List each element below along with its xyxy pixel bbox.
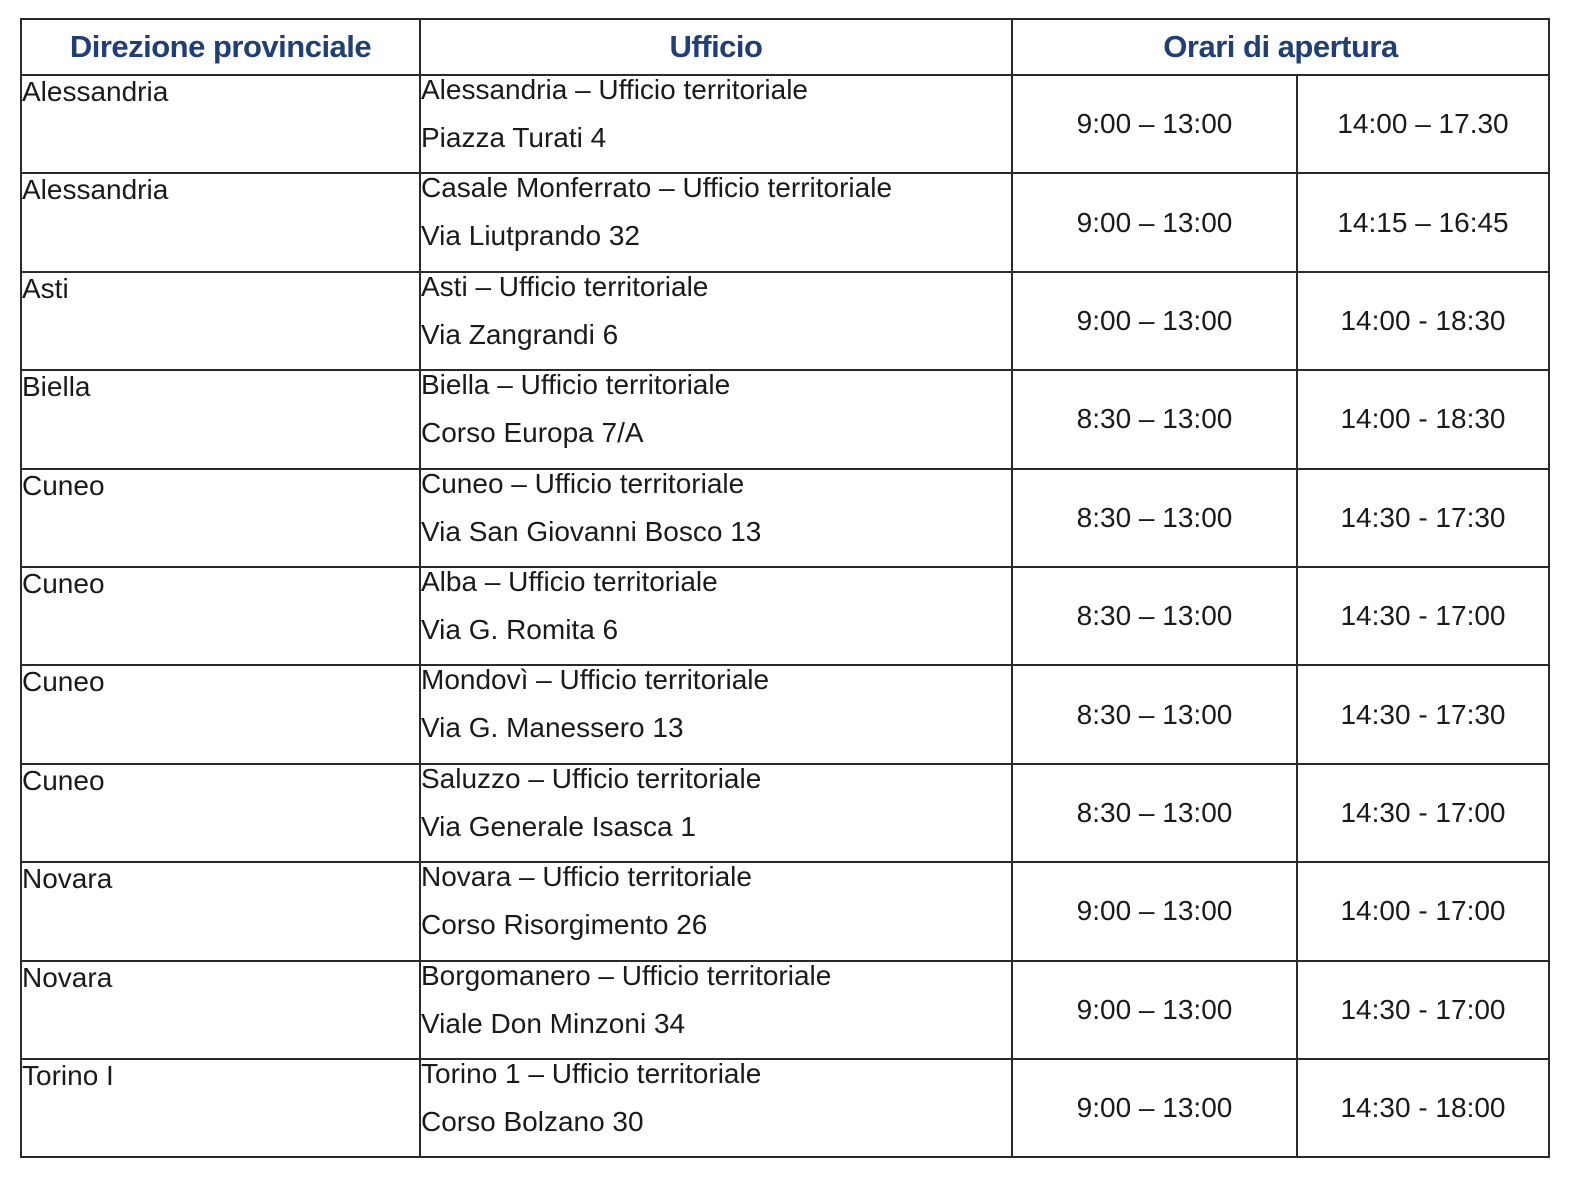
office-name: Borgomanero – Ufficio territoriale [421, 959, 832, 991]
cell-ufficio [420, 764, 1012, 862]
cell-orario-mattina: 9:00 – 13:00 [1012, 272, 1297, 370]
office-address: Via Zangrandi 6 [421, 318, 619, 350]
table-row [21, 862, 1549, 960]
cell-orario-pomeriggio: 14:30 - 17:00 [1297, 764, 1549, 862]
office-name: Alessandria – Ufficio territoriale [421, 74, 808, 105]
cell-orario-mattina: 9:00 – 13:00 [1012, 862, 1297, 960]
cell-provincia: Cuneo [21, 567, 420, 665]
table-row [21, 1059, 1549, 1157]
cell-provincia: Alessandria [21, 75, 420, 173]
cell-ufficio [420, 961, 1012, 1059]
office-address: Corso Europa 7/A [421, 417, 644, 449]
office-address: Corso Bolzano 30 [421, 1105, 644, 1137]
cell-ufficio [420, 370, 1012, 468]
table-row [21, 370, 1549, 468]
cell-orario-mattina: 9:00 – 13:00 [1012, 1059, 1297, 1157]
cell-provincia: Asti [21, 272, 420, 370]
cell-ufficio [420, 469, 1012, 567]
office-address: Corso Risorgimento 26 [421, 909, 708, 941]
table-row [21, 272, 1549, 370]
table-row [21, 173, 1549, 271]
table-row [21, 665, 1549, 763]
cell-ufficio [420, 862, 1012, 960]
cell-provincia: Novara [21, 862, 420, 960]
office-address: Via G. Manessero 13 [421, 712, 684, 744]
header-ufficio: Ufficio [420, 19, 1012, 75]
cell-ufficio [420, 75, 1012, 173]
cell-orario-pomeriggio: 14:30 - 17:00 [1297, 567, 1549, 665]
cell-orario-mattina: 8:30 – 13:00 [1012, 567, 1297, 665]
office-address: Via Liutprando 32 [421, 220, 640, 252]
cell-provincia: Cuneo [21, 764, 420, 862]
cell-orario-mattina: 8:30 – 13:00 [1012, 665, 1297, 763]
office-name: Saluzzo – Ufficio territoriale [421, 762, 762, 794]
cell-provincia: Cuneo [21, 665, 420, 763]
office-name: Cuneo – Ufficio territoriale [421, 467, 745, 499]
cell-orario-mattina: 8:30 – 13:00 [1012, 469, 1297, 567]
office-address: Piazza Turati 4 [421, 122, 607, 153]
cell-orario-pomeriggio: 14:00 – 17.30 [1297, 75, 1549, 173]
cell-provincia: Novara [21, 961, 420, 1059]
cell-ufficio [420, 567, 1012, 665]
cell-orario-mattina: 9:00 – 13:00 [1012, 173, 1297, 271]
cell-orario-pomeriggio: 14:30 - 17:00 [1297, 961, 1549, 1059]
office-name: Casale Monferrato – Ufficio territoriale [421, 172, 893, 204]
office-address: Via San Giovanni Bosco 13 [421, 515, 762, 547]
cell-provincia: Biella [21, 370, 420, 468]
table-row [21, 567, 1549, 665]
office-name: Novara – Ufficio territoriale [421, 861, 752, 893]
cell-orario-pomeriggio: 14:30 - 17:30 [1297, 665, 1549, 763]
cell-orario-mattina: 9:00 – 13:00 [1012, 961, 1297, 1059]
cell-ufficio [420, 173, 1012, 271]
cell-orario-pomeriggio: 14:00 - 18:30 [1297, 272, 1549, 370]
table-row [21, 961, 1549, 1059]
cell-provincia: Cuneo [21, 469, 420, 567]
cell-ufficio [420, 1059, 1012, 1157]
office-name: Alba – Ufficio territoriale [421, 565, 718, 597]
cell-orario-pomeriggio: 14:00 - 18:30 [1297, 370, 1549, 468]
table-row [21, 764, 1549, 862]
table-row [21, 469, 1549, 567]
cell-orario-pomeriggio: 14:30 - 17:30 [1297, 469, 1549, 567]
cell-orario-pomeriggio: 14:00 - 17:00 [1297, 862, 1549, 960]
table-row [21, 75, 1549, 173]
cell-ufficio [420, 665, 1012, 763]
office-name: Biella – Ufficio territoriale [421, 369, 731, 401]
cell-orario-mattina: 9:00 – 13:00 [1012, 75, 1297, 173]
header-orari: Orari di apertura [1012, 19, 1549, 75]
office-name: Torino 1 – Ufficio territoriale [421, 1057, 762, 1089]
cell-provincia: Alessandria [21, 173, 420, 271]
table-body [21, 75, 1549, 1157]
cell-orario-pomeriggio: 14:15 – 16:45 [1297, 173, 1549, 271]
header-provincia: Direzione provinciale [21, 19, 420, 75]
cell-orario-mattina: 8:30 – 13:00 [1012, 370, 1297, 468]
office-name: Mondovì – Ufficio territoriale [421, 664, 770, 696]
office-name: Asti – Ufficio territoriale [421, 270, 709, 302]
cell-orario-pomeriggio: 14:30 - 18:00 [1297, 1059, 1549, 1157]
cell-provincia: Torino I [21, 1059, 420, 1157]
cell-ufficio [420, 272, 1012, 370]
cell-orario-mattina: 8:30 – 13:00 [1012, 764, 1297, 862]
office-address: Via G. Romita 6 [421, 613, 619, 645]
office-address: Viale Don Minzoni 34 [421, 1007, 686, 1039]
office-hours-table [20, 18, 1550, 1158]
office-address: Via Generale Isasca 1 [421, 810, 696, 842]
